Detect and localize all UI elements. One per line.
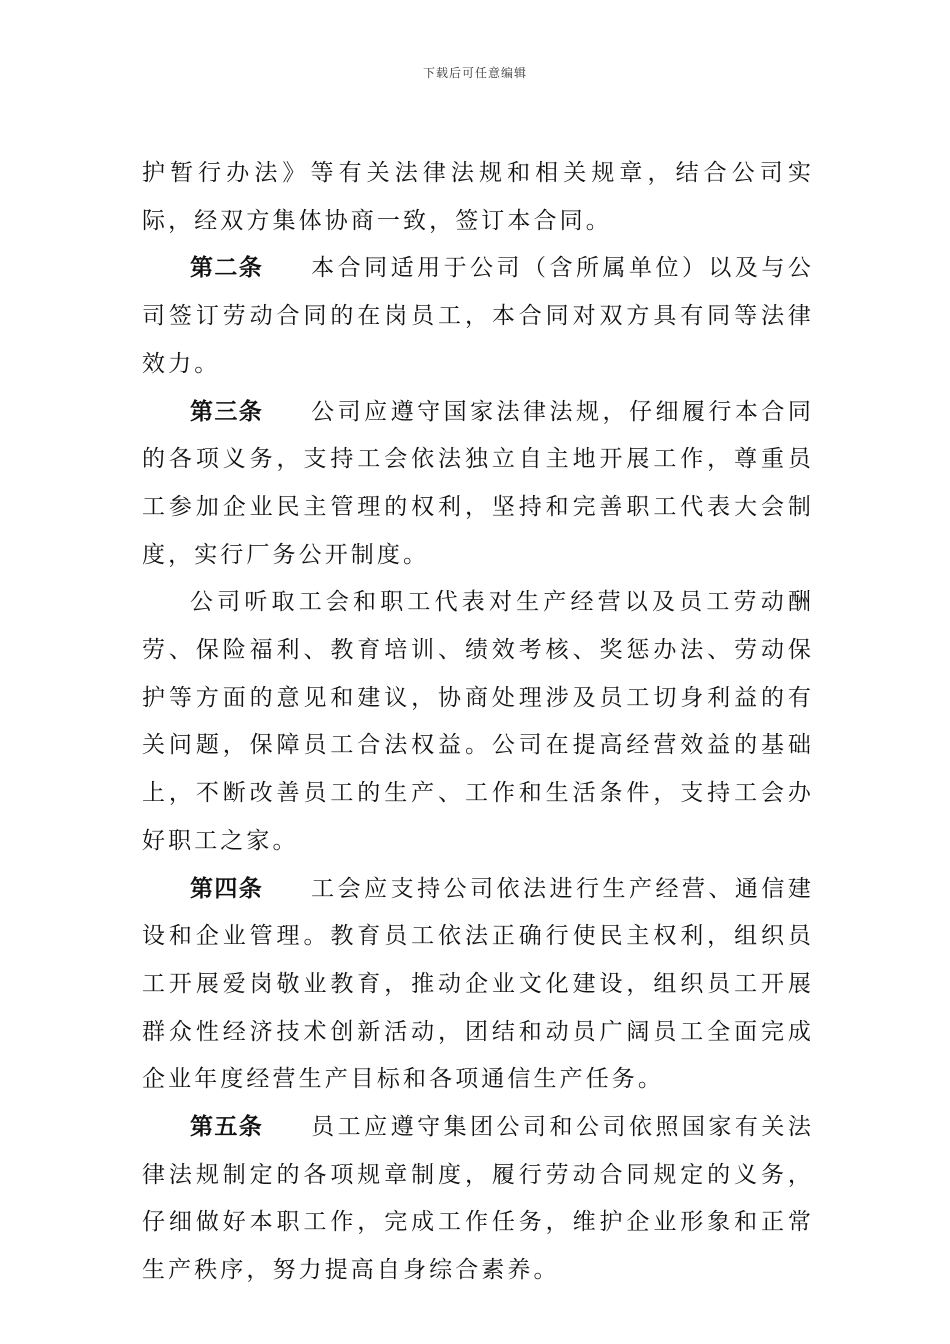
article-label: 第二条 <box>190 255 264 282</box>
page-header-note: 下载后可任意编辑 <box>422 66 527 80</box>
article-label: 第五条 <box>190 1114 264 1141</box>
article-label: 第四条 <box>190 875 264 902</box>
article-text: 工会应支持公司依法进行生产经营、通信建设和企业管理。教育员工依法正确行使民主权利，组织员工开展爱岗敬业教育，推动企业文化建设，组织员工开展群众性经济技术创新活动，团结和动员广阔员工全面完成企业年度经营生产目标和各项通信生产任务。 <box>142 875 814 1093</box>
article-text: 员工应遵守集团公司和公司依照国家有关法律法规制定的各项规章制度，履行劳动合同规定的义务，仔细做好本职工作，完成工作任务，维护企业形象和正常生产秩序，努力提高自身综合素养。 <box>142 1114 814 1284</box>
article-label: 第三条 <box>190 398 264 425</box>
article-3-continued <box>142 579 814 865</box>
article-5 <box>142 1104 814 1295</box>
article-text: 本合同适用于公司（含所属单位）以及与公司签订劳动合同的在岗员工，本合同对双方具有同等法律效力。 <box>142 255 814 377</box>
document-body <box>142 150 814 1295</box>
article-4 <box>142 866 814 1105</box>
paragraph-continuation <box>142 150 814 245</box>
article-3 <box>142 389 814 580</box>
article-text: 公司应遵守国家法律法规，仔细履行本合同的各项义务，支持工会依法独立自主地开展工作，尊重员工参加企业民主管理的权利，坚持和完善职工代表大会制度，实行厂务公开制度。 <box>142 398 814 568</box>
paragraph-text: 公司听取工会和职工代表对生产经营以及员工劳动酬劳、保险福利、教育培训、绩效考核、奖惩办法、劳动保护等方面的意见和建议，协商处理涉及员工切身利益的有关问题，保障员工合法权益。公司在提高经营效益的基础上，不断改善员工的生产、工作和生活条件，支持工会办好职工之家。 <box>142 589 814 854</box>
article-2 <box>142 245 814 388</box>
paragraph-text: 护暂行办法》等有关法律法规和相关规章，结合公司实际，经双方集体协商一致，签订本合同。 <box>142 160 814 234</box>
